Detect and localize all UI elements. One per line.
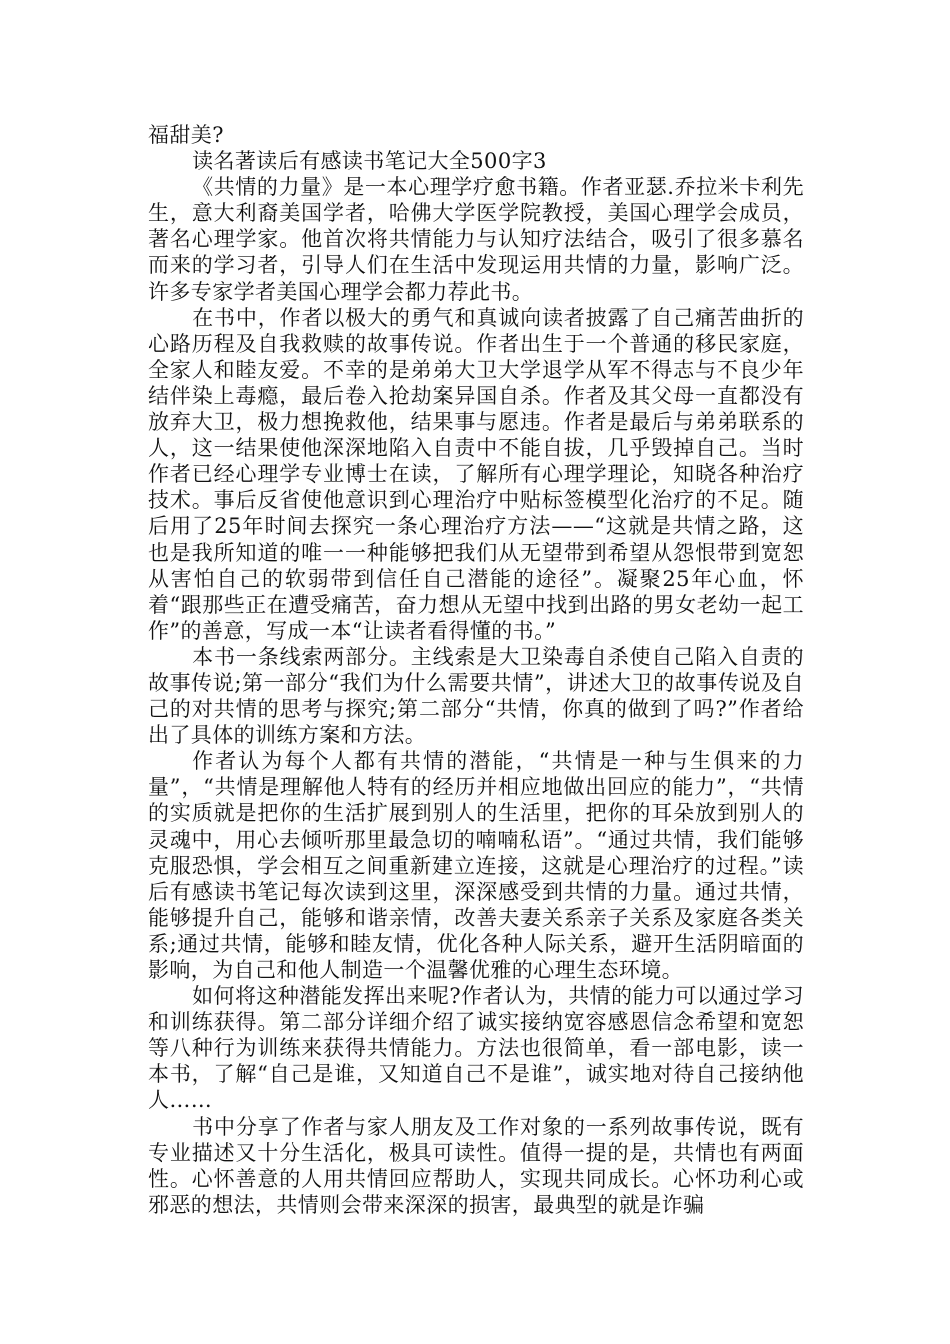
paragraph-structure: 本书一条线索两部分。主线索是大卫染毒自杀使自己陷入自责的故事传说;第一部分“我们为什么需要共情”，讲述大卫的故事传说及自己的对共情的思考与探究;第二部分“共情，你真的做到了吗?”作者给出了具体的训练方案和方法。	[148, 644, 804, 748]
paragraph-intro: 《共情的力量》是一本心理学疗愈书籍。作者亚瑟.乔拉米卡利先生，意大利裔美国学者，哈佛大学医学院教授，美国心理学会成员，著名心理学家。他首次将共情能力与认知疗法结合，吸引了很多慕名而来的学习者，引导人们在生活中发现运用共情的力量，影响广泛。许多专家学者美国心理学会都力荐此书。	[148, 175, 804, 304]
paragraph-empathy-potential: 作者认为每个人都有共情的潜能，“共情是一种与生俱来的力量”，“共情是理解他人特有的经历并相应地做出回应的能力”，“共情的实质就是把你的生活扩展到别人的生活里，把你的耳朵放到别人的灵魂中，用心去倾听那里最急切的喃喃私语”。“通过共情，我们能够克服恐惧，学会相互之间重新建立连接，这就是心理治疗的过程。”读后有感读书笔记每次读到这里，深深感受到共情的力量。通过共情，能够提升自己，能够和谐亲情，改善夫妻关系亲子关系及家庭各类关系;通过共情，能够和睦友情，优化各种人际关系，避开生活阴暗面的影响，为自己和他人制造一个温馨优雅的心理生态环境。	[148, 749, 804, 982]
paragraph-story: 在书中，作者以极大的勇气和真诚向读者披露了自己痛苦曲折的心路历程及自我救赎的故事传说。作者出生于一个普通的移民家庭，全家人和睦友爱。不幸的是弟弟大卫大学退学从军不得志与不良少年结伴染上毒瘾，最后卷入抢劫案异国自杀。作者及其父母一直都没有放弃大卫，极力想挽救他，结果事与愿违。作者是最后与弟弟联系的人，这一结果使他深深地陷入自责中不能自拔，几乎毁掉自己。当时作者已经心理学专业博士在读，了解所有心理学理论，知晓各种治疗技术。事后反省使他意识到心理治疗中贴标签模型化治疗的不足。随后用了25年时间去探究一条心理治疗方法——“这就是共情之路，这也是我所知道的唯一一种能够把我们从无望带到希望从怨恨带到宽恕从害怕自己的软弱带到信任自己潜能的途径”。凝聚25年心血，怀着“跟那些正在遭受痛苦，奋力想从无望中找到出路的男女老幼一起工作”的善意，写成一本“让读者看得懂的书。”	[148, 305, 804, 643]
paragraph-stories: 书中分享了作者与家人朋友及工作对象的一系列故事传说，既有专业描述又十分生活化，极具可读性。值得一提的是，共情也有两面性。心怀善意的人用共情回应帮助人，实现共同成长。心怀功利心或邪恶的想法，共情则会带来深深的损害，最典型的就是诈骗	[148, 1114, 804, 1217]
paragraph-continuation: 福甜美?	[148, 123, 224, 147]
paragraph-training: 如何将这种潜能发挥出来呢?作者认为，共情的能力可以通过学习和训练获得。第二部分详细介绍了诚实接纳宽容感恩信念希望和宽恕等八种行为训练来获得共情能力。方法也很简单，看一部电影，读一本书，了解“自己是谁，又知道自己不是谁”，诚实地对待自己接纳他人……	[148, 984, 804, 1113]
section-heading: 读名著读后有感读书笔记大全500字3	[192, 149, 547, 174]
body-text	[148, 122, 804, 1218]
